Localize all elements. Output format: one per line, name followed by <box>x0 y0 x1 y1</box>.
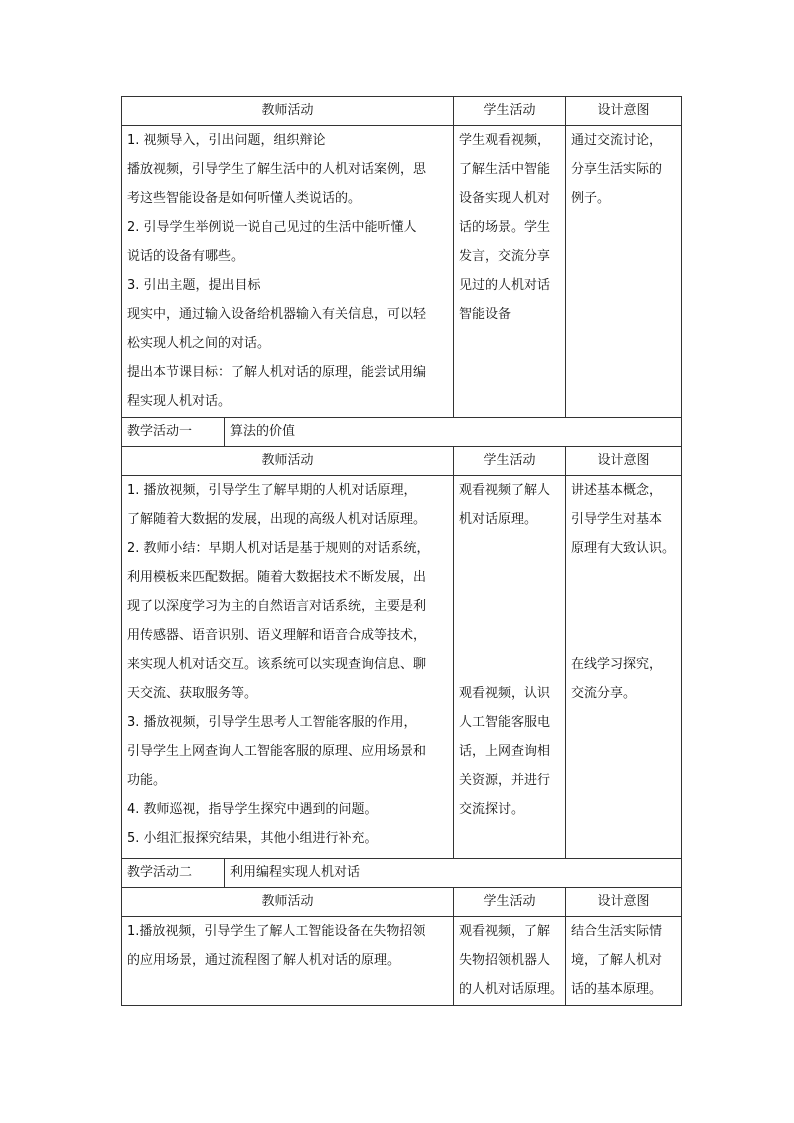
header-teacher: 教师活动 <box>122 447 454 476</box>
design-intent-cell <box>566 917 682 1006</box>
content-row-1 <box>122 126 682 418</box>
text-line: 在线学习探究， <box>571 657 663 672</box>
text-line: 学生观看视频， <box>459 133 551 148</box>
text-line: 1.播放视频，引导学生了解人工智能设备在失物招领 <box>127 924 426 939</box>
header-design: 设计意图 <box>566 888 682 917</box>
teacher-activity-cell <box>122 476 454 859</box>
text-line: 引导学生对基本 <box>571 512 663 527</box>
text-line: 利用模板来匹配数据。随着大数据技术不断发展，出 <box>127 570 427 585</box>
teacher-activity-cell <box>122 917 454 1006</box>
text-line: 话的基本原理。 <box>571 982 663 997</box>
text-line: 发言，交流分享 <box>459 249 551 264</box>
text-line: 例子。 <box>571 191 611 206</box>
text-line <box>571 563 676 592</box>
text-line: 4. 教师巡视，指导学生探究中遇到的问题。 <box>127 802 378 817</box>
text-line: 3. 引出主题，提出目标 <box>127 278 261 293</box>
text-line: 了解生活中智能 <box>459 162 551 177</box>
section-row-2 <box>122 859 682 888</box>
text-line: 通过交流讨论， <box>571 133 663 148</box>
text-line: 提出本节课目标：了解人机对话的原理，能尝试用编 <box>127 365 427 380</box>
text-line: 讲述基本概念， <box>571 483 663 498</box>
section-title: 利用编程实现人机对话 <box>225 859 682 888</box>
text-line: 说话的设备有哪些。 <box>127 249 245 264</box>
section-row-1 <box>122 418 682 447</box>
text-line: 功能。 <box>127 773 167 788</box>
text-line: 原理有大致认识。 <box>571 541 676 556</box>
student-activity-cell <box>454 917 566 1006</box>
header-teacher: 教师活动 <box>122 97 454 126</box>
text-line: 失物招领机器人 <box>459 953 551 968</box>
student-activity-cell <box>454 126 566 418</box>
text-line <box>571 621 676 650</box>
text-line: 观看视频了解人 <box>459 483 551 498</box>
text-line: 设备实现人机对 <box>459 191 551 206</box>
lesson-plan-table <box>121 96 682 1006</box>
design-intent-cell <box>566 126 682 418</box>
text-line <box>459 592 560 621</box>
text-line: 境，了解人机对 <box>571 953 663 968</box>
text-line: 交流探讨。 <box>459 802 525 817</box>
text-line <box>459 534 560 563</box>
student-activity-cell <box>454 476 566 859</box>
header-design: 设计意图 <box>566 447 682 476</box>
text-line: 1. 播放视频，引导学生了解早期的人机对话原理， <box>127 483 417 498</box>
text-line: 5. 小组汇报探究结果，其他小组进行补充。 <box>127 831 378 846</box>
text-line <box>459 650 560 679</box>
text-line: 现了以深度学习为主的自然语言对话系统，主要是利 <box>127 599 427 614</box>
design-intent-cell <box>566 476 682 859</box>
text-line: 天交流、获取服务等。 <box>127 686 258 701</box>
text-line: 用传感器、语音识别、语义理解和语音合成等技术， <box>127 628 427 643</box>
text-line: 引导学生上网查询人工智能客服的原理、应用场景和 <box>127 744 427 759</box>
text-line: 考这些智能设备是如何听懂人类说话的。 <box>127 191 362 206</box>
section-label: 教学活动一 <box>122 418 225 447</box>
text-line: 结合生活实际情 <box>571 924 663 939</box>
header-row <box>122 447 682 476</box>
text-line: 智能设备 <box>459 307 512 322</box>
text-line: 见过的人机对话 <box>459 278 551 293</box>
text-line: 的人机对话原理。 <box>459 982 564 997</box>
section-title: 算法的价值 <box>225 418 682 447</box>
text-line: 2. 教师小结：早期人机对话是基于规则的对话系统， <box>127 541 430 556</box>
text-line: 观看视频，认识 <box>459 686 551 701</box>
text-line: 现实中，通过输入设备给机器输入有关信息，可以轻 <box>127 307 427 322</box>
header-design: 设计意图 <box>566 97 682 126</box>
header-student: 学生活动 <box>454 888 566 917</box>
section-label: 教学活动二 <box>122 859 225 888</box>
text-line: 话的场景。学生 <box>459 220 551 235</box>
text-line: 来实现人机对话交互。该系统可以实现查询信息、聊 <box>127 657 427 672</box>
text-line: 交流分享。 <box>571 686 637 701</box>
text-line <box>459 621 560 650</box>
text-line: 话，上网查询相 <box>459 744 551 759</box>
text-line: 了解随着大数据的发展，出现的高级人机对话原理。 <box>127 512 427 527</box>
text-line: 3. 播放视频，引导学生思考人工智能客服的作用， <box>127 715 417 730</box>
text-line: 观看视频，了解 <box>459 924 551 939</box>
text-line: 播放视频，引导学生了解生活中的人机对话案例，思 <box>127 162 427 177</box>
header-student: 学生活动 <box>454 447 566 476</box>
text-line <box>571 592 676 621</box>
text-line: 机对话原理。 <box>459 512 538 527</box>
teacher-activity-cell <box>122 126 454 418</box>
header-row <box>122 888 682 917</box>
text-line: 1. 视频导入，引出问题，组织辩论 <box>127 133 326 148</box>
header-teacher: 教师活动 <box>122 888 454 917</box>
content-row-2 <box>122 476 682 859</box>
text-line: 人工智能客服电 <box>459 715 551 730</box>
text-line: 2. 引导学生举例说一说自己见过的生活中能听懂人 <box>127 220 417 235</box>
header-student: 学生活动 <box>454 97 566 126</box>
text-line: 松实现人机之间的对话。 <box>127 336 271 351</box>
text-line: 程实现人机对话。 <box>127 394 232 409</box>
text-line: 关资源，并进行 <box>459 773 551 788</box>
text-line: 的应用场景，通过流程图了解人机对话的原理。 <box>127 953 401 968</box>
text-line: 分享生活实际的 <box>571 162 663 177</box>
content-row-3 <box>122 917 682 1006</box>
text-line <box>459 563 560 592</box>
header-row <box>122 97 682 126</box>
